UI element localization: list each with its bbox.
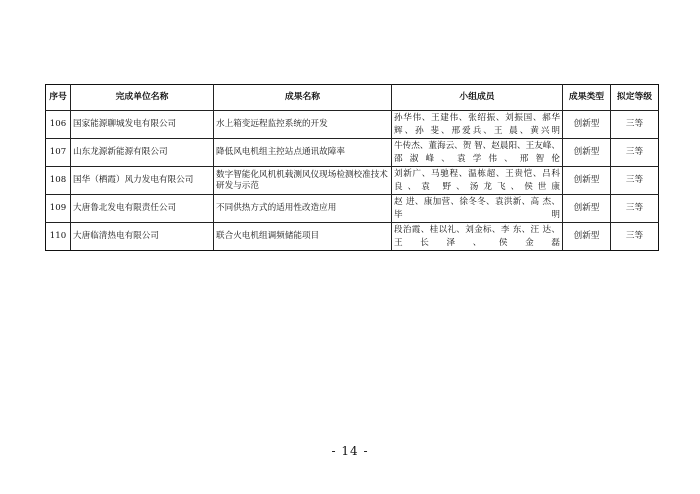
cell-unit-name: 大唐鲁北发电有限责任公司 [71,195,214,223]
cell-achievement-type: 创新型 [563,139,611,167]
cell-team-members: 孙华伟、王建伟、张绍振、刘振国、郝华辉、孙 斐、邢爱兵、王 晨、黄兴明 [392,111,563,139]
cell-team-members: 赵 进、康加营、徐冬冬、袁洪新、高 杰、毕 明 [392,195,563,223]
cell-serial-number: 106 [46,111,71,139]
table-row [46,167,659,195]
cell-proposed-grade: 三等 [611,223,659,251]
cell-unit-name: 大唐临清热电有限公司 [71,223,214,251]
cell-achievement-type: 创新型 [563,195,611,223]
cell-team-members: 牛传杰、董海云、贺 智、赵晨阳、王友峰、邵淑峰、袁学伟、邢智伦 [392,139,563,167]
header-unit-name: 完成单位名称 [71,85,214,111]
cell-serial-number: 109 [46,195,71,223]
cell-achievement-name: 联合火电机组调频储能项目 [214,223,392,251]
header-achievement-type: 成果类型 [563,85,611,111]
cell-achievement-name: 降低风电机组主控站点通讯故障率 [214,139,392,167]
page-number: - 14 - [331,444,369,458]
header-team-members: 小组成员 [392,85,563,111]
header-achievement-name: 成果名称 [214,85,392,111]
table-header-row [46,85,659,111]
cell-serial-number: 108 [46,167,71,195]
cell-team-members: 段治霞、桂以礼、刘金标、李 东、汪 达、王长泽、侯金磊 [392,223,563,251]
cell-team-members: 刘新广、马驰程、温栋超、王贵恺、吕科良、袁 野、汤龙飞、侯世康 [392,167,563,195]
cell-proposed-grade: 三等 [611,167,659,195]
cell-serial-number: 107 [46,139,71,167]
cell-achievement-type: 创新型 [563,223,611,251]
cell-achievement-type: 创新型 [563,111,611,139]
cell-achievement-name: 水上箱变远程监控系统的开发 [214,111,392,139]
cell-achievement-name: 数字智能化风机机载测风仪现场检测校准技术研发与示范 [214,167,392,195]
header-proposed-grade: 拟定等级 [611,85,659,111]
cell-achievement-type: 创新型 [563,167,611,195]
cell-achievement-name: 不同供热方式的适用性改造应用 [214,195,392,223]
cell-proposed-grade: 三等 [611,139,659,167]
table-row [46,223,659,251]
table-row [46,111,659,139]
cell-unit-name: 国家能源聊城发电有限公司 [71,111,214,139]
table-row [46,139,659,167]
awards-table [45,84,659,251]
cell-proposed-grade: 三等 [611,195,659,223]
cell-unit-name: 山东龙源新能源有限公司 [71,139,214,167]
header-serial-number: 序号 [46,85,71,111]
cell-unit-name: 国华（栖霞）风力发电有限公司 [71,167,214,195]
cell-proposed-grade: 三等 [611,111,659,139]
cell-serial-number: 110 [46,223,71,251]
table-row [46,195,659,223]
